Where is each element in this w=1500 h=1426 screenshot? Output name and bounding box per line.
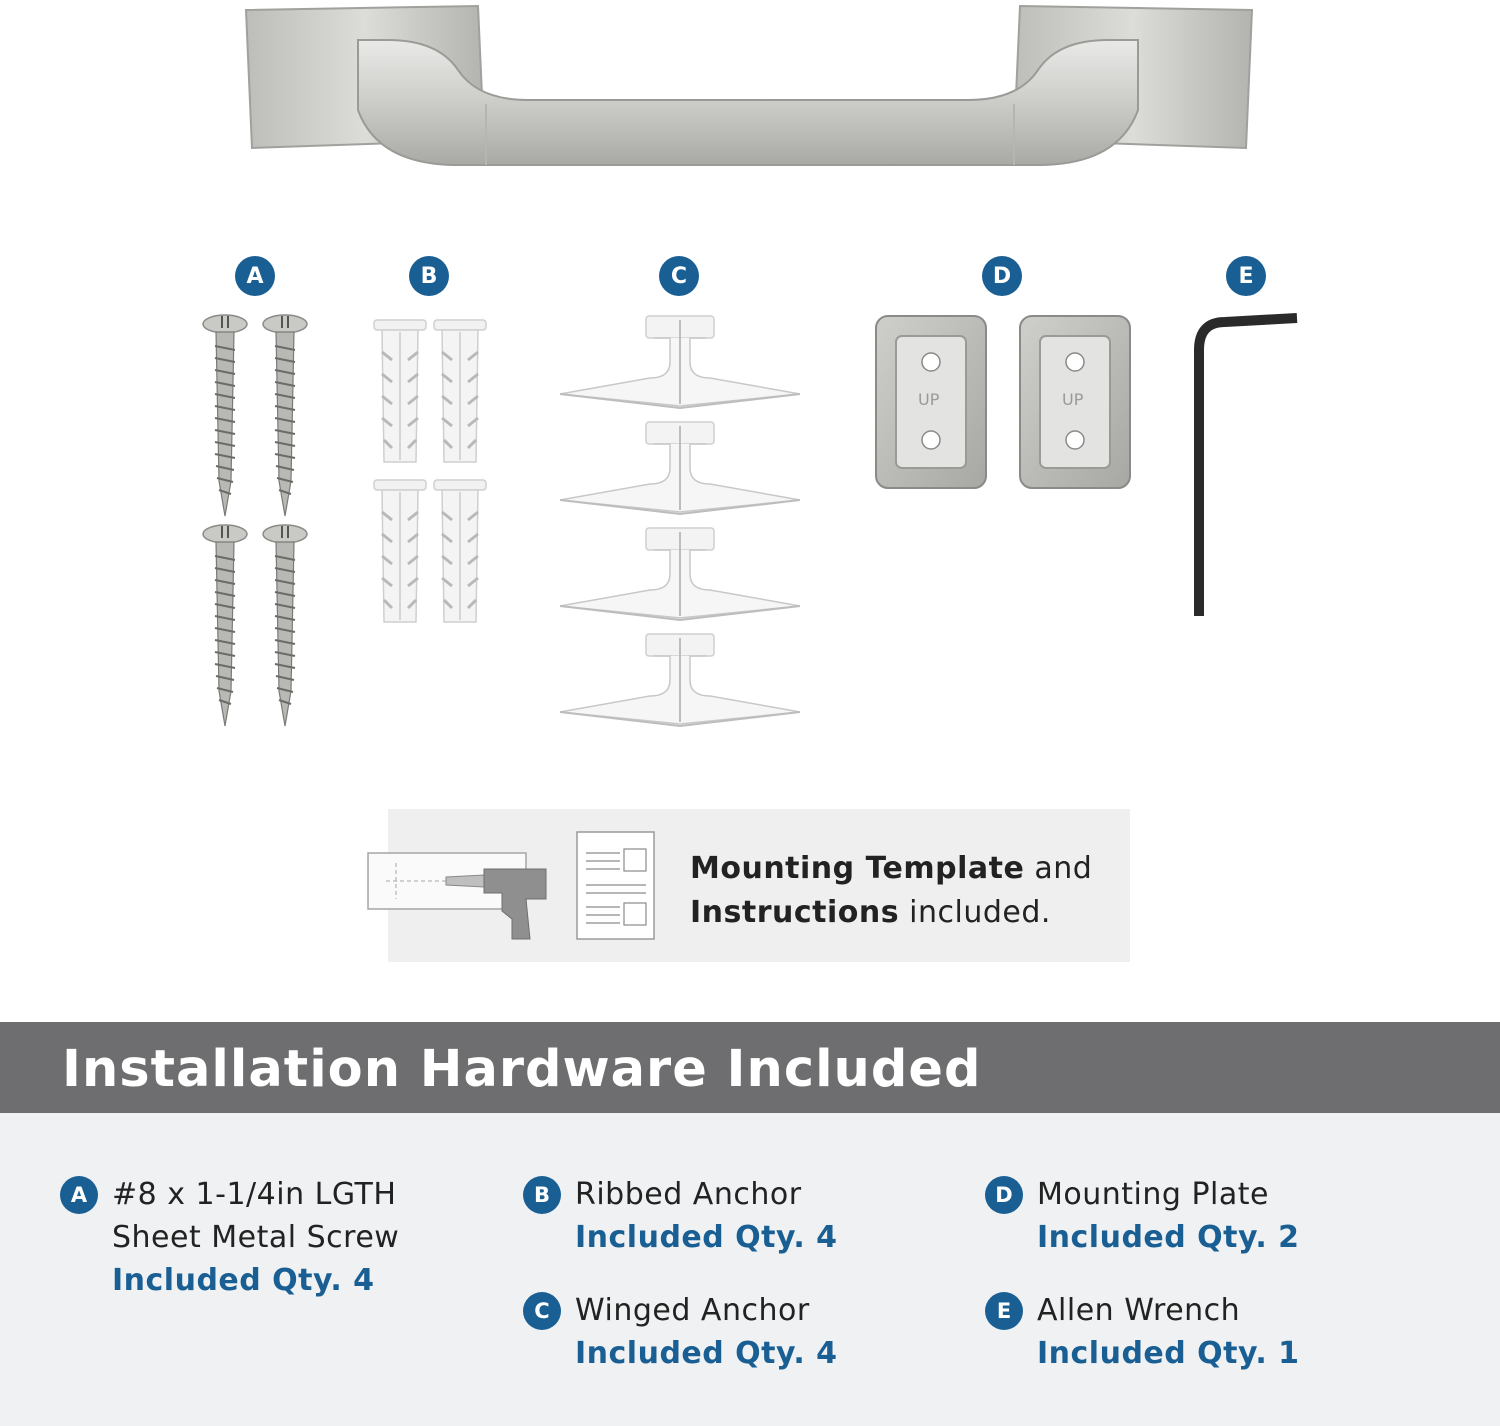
drill-template-icon xyxy=(366,849,556,944)
template-note xyxy=(690,847,1092,935)
part-badge-b: B xyxy=(409,256,449,296)
item-name-b: Ribbed Anchor xyxy=(575,1177,802,1212)
part-badge-c: C xyxy=(659,256,699,296)
item-qty-a: Included Qty. 4 xyxy=(112,1263,375,1298)
item-name-d: Mounting Plate xyxy=(1037,1177,1269,1212)
plate-up-label-1: UP xyxy=(918,390,940,409)
item-qty-b: Included Qty. 4 xyxy=(575,1220,838,1255)
instructions-document-icon xyxy=(576,831,656,941)
template-note-rest-2: included. xyxy=(899,895,1051,930)
screws-image xyxy=(195,310,315,730)
item-badge-e: E xyxy=(985,1292,1023,1330)
item-badge-d: D xyxy=(985,1176,1023,1214)
winged-anchors-image xyxy=(550,312,810,732)
item-badge-c: C xyxy=(523,1292,561,1330)
item-name-c: Winged Anchor xyxy=(575,1293,810,1328)
item-qty-d: Included Qty. 2 xyxy=(1037,1220,1300,1255)
item-qty-e: Included Qty. 1 xyxy=(1037,1336,1300,1371)
template-note-bold-1: Mounting Template xyxy=(690,851,1025,886)
plate-up-label-2: UP xyxy=(1062,390,1084,409)
item-badge-b: B xyxy=(523,1176,561,1214)
item-qty-c: Included Qty. 4 xyxy=(575,1336,838,1371)
part-badge-e: E xyxy=(1226,256,1266,296)
mounting-plates-image xyxy=(870,312,1140,492)
section-title: Installation Hardware Included xyxy=(62,1040,982,1099)
allen-wrench-image xyxy=(1185,310,1305,630)
grab-bar-image xyxy=(238,0,1262,180)
hardware-list xyxy=(0,1113,1500,1426)
ribbed-anchors-image xyxy=(365,312,495,632)
template-note-bold-2: Instructions xyxy=(690,895,900,930)
item-name-a-line2: Sheet Metal Screw xyxy=(112,1220,400,1255)
item-name-e: Allen Wrench xyxy=(1037,1293,1241,1328)
part-badge-d: D xyxy=(982,256,1022,296)
mounting-template-panel xyxy=(388,809,1130,962)
section-header xyxy=(0,1022,1500,1113)
part-badge-a: A xyxy=(235,256,275,296)
item-badge-a: A xyxy=(60,1176,98,1214)
item-name-a-line1: #8 x 1-1/4in LGTH xyxy=(112,1177,397,1212)
template-note-rest-1: and xyxy=(1024,851,1093,886)
